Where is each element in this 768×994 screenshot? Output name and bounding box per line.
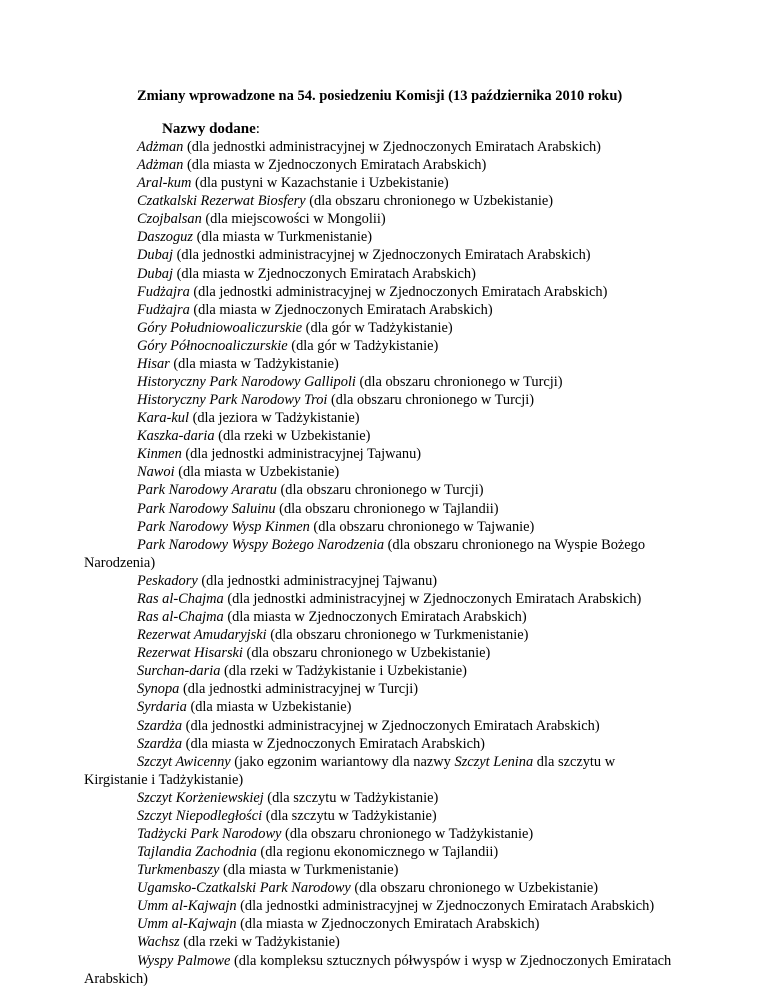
entry-description: (dla obszaru chronionego w Turcji) [327, 392, 535, 409]
list-item [0, 427, 768, 445]
entry-name: Historyczny Park Narodowy Troi [137, 392, 328, 409]
entry-description: (dla rzeki w Tadżykistanie) [179, 934, 340, 951]
entry-description: (dla jednostki administracyjnej w Zjednoczonych Emiratach Arabskich) [183, 139, 601, 155]
entry-description: (dla obszaru chronionego w Uzbekistanie) [350, 880, 599, 897]
entry-name: Góry Południowoaliczurskie [137, 319, 303, 336]
entry-name: Szczyt Awicenny [137, 753, 231, 770]
entry-description: (dla miasta w Turkmenistanie) [219, 862, 399, 879]
entry-description: (dla regionu ekonomicznego w Tajlandii) [256, 844, 499, 861]
list-item [0, 265, 768, 283]
entry-description: (dla jednostki administracyjnej w Zjednoczonych Emiratach Arabskich) [189, 283, 608, 300]
entry-description: (jako egzonim wariantowy dla nazwy [230, 753, 455, 770]
entry-description: (dla obszaru chronionego na Wyspie Bożego Narodzenia) [84, 536, 646, 571]
entry-name: Syrdaria [137, 699, 187, 716]
entry-name: Umm al-Kajwajn [137, 916, 237, 933]
entry-name: Rezerwat Hisarski [137, 645, 243, 662]
entry-name: Ugamsko-Czatkalski Park Narodowy [137, 880, 351, 897]
entry-name: Kinmen [137, 446, 182, 463]
entry-name: Szardża [137, 717, 183, 734]
entry-name: Turkmenbaszy [137, 862, 220, 879]
list-item [0, 915, 768, 933]
entry-name: Tajlandia Zachodnia [137, 844, 257, 861]
entry-description: (dla rzeki w Tadżykistanie i Uzbekistanie) [220, 663, 467, 680]
list-item [0, 210, 768, 228]
entry-description: (dla jednostki administracyjnej w Zjednoczonych Emiratach Arabskich) [182, 717, 600, 734]
entry-description: (dla miasta w Zjednoczonych Emiratach Arabskich) [236, 916, 540, 933]
entry-name: Umm al-Kajwajn [137, 898, 237, 915]
list-item [0, 807, 768, 825]
entry-name: Góry Północnoaliczurskie [137, 337, 288, 354]
list-item [0, 735, 768, 753]
entry-variant-name: Szczyt Lenina [454, 753, 534, 770]
entry-name: Ras al-Chajma [137, 609, 224, 626]
entry-name: Ras al-Chajma [137, 590, 224, 607]
entry-name: Daszoguz [137, 229, 193, 246]
entry-description: (dla miasta w Turkmenistanie) [192, 229, 373, 246]
entry-description: (dla jednostki administracyjnej Tajwanu) [181, 446, 422, 463]
entry-description: (dla kompleksu sztucznych półwyspów i wysp w Zjednoczonych Emiratach Arabskich) [84, 952, 672, 987]
entry-description: (dla miasta w Uzbekistanie) [174, 464, 340, 481]
section-colon: : [255, 121, 260, 137]
entry-name: Hisar [137, 355, 170, 372]
entry-name: Wachsz [137, 934, 180, 951]
entry-description: (dla szczytu w Tadżykistanie) [263, 789, 439, 806]
list-item [0, 843, 768, 861]
entry-name: Szczyt Niepodległości [137, 807, 263, 824]
entry-name: Wyspy Palmowe [137, 952, 231, 969]
entry-name: Fudżajra [137, 283, 190, 300]
list-item [0, 626, 768, 644]
list-item [0, 680, 768, 698]
entry-description: (dla obszaru chronionego w Turkmenistanie) [266, 627, 529, 644]
entry-description: (dla miasta w Zjednoczonych Emiratach Arabskich) [223, 609, 527, 626]
list-item [0, 536, 674, 572]
entry-description: (dla pustyni w Kazachstanie i Uzbekistanie) [191, 175, 449, 192]
list-item [0, 445, 768, 463]
entry-description: (dla jednostki administracyjnej w Turcji) [179, 681, 418, 698]
entry-description: (dla miasta w Zjednoczonych Emiratach Arabskich) [183, 157, 487, 174]
entry-name: Dubaj [137, 247, 173, 264]
entry-description: (dla jednostki administracyjnej w Zjednoczonych Emiratach Arabskich) [223, 590, 642, 607]
entry-name: Historyczny Park Narodowy Gallipoli [137, 374, 356, 391]
list-item [0, 283, 768, 301]
entry-name: Czojbalsan [137, 211, 202, 228]
entry-name: Nawoi [137, 464, 175, 481]
list-item [0, 481, 768, 499]
list-item [0, 391, 768, 409]
list-item [0, 319, 768, 337]
entry-name: Surchan-daria [137, 663, 221, 680]
entry-description: (dla obszaru chronionego w Uzbekistanie) [305, 193, 554, 210]
document-title: Zmiany wprowadzone na 54. posiedzeniu Komisji (13 października 2010 roku) [137, 88, 623, 104]
added-names-list [0, 138, 768, 988]
entry-name: Szczyt Korżeniewskiej [137, 789, 264, 806]
entry-name: Synopa [137, 681, 180, 698]
entry-name: Czatkalski Rezerwat Biosfery [137, 193, 306, 210]
entry-name: Park Narodowy Araratu [137, 482, 277, 499]
entry-description: (dla jednostki administracyjnej w Zjednoczonych Emiratach Arabskich) [172, 247, 591, 264]
entry-description-continued: dla szczytu w Kirgistanie i Tadżykistanie) [84, 753, 616, 788]
list-item [0, 952, 674, 988]
entry-description: (dla obszaru chronionego w Turcji) [355, 374, 563, 391]
list-item [0, 373, 768, 391]
entry-description: (dla obszaru chronionego w Tajwanie) [309, 518, 535, 535]
list-item [0, 753, 674, 789]
entry-description: (dla rzeki w Uzbekistanie) [214, 428, 371, 445]
entry-description: (dla miejscowości w Mongolii) [201, 211, 386, 228]
entry-description: (dla obszaru chronionego w Tajlandii) [275, 500, 499, 517]
entry-name: Park Narodowy Wyspy Bożego Narodzenia [137, 536, 385, 553]
entry-name: Fudżajra [137, 301, 190, 318]
entry-name: Rezerwat Amudaryjski [137, 627, 267, 644]
entry-name: Park Narodowy Saluinu [137, 500, 276, 517]
list-item [0, 138, 768, 156]
entry-name: Szardża [137, 735, 183, 752]
list-item [0, 192, 768, 210]
entry-description: (dla szczytu w Tadżykistanie) [262, 807, 437, 824]
list-item [0, 355, 768, 373]
list-item [0, 717, 768, 735]
entry-name: Park Narodowy Wysp Kinmen [137, 518, 310, 535]
entry-description: (dla gór w Tadżykistanie) [302, 319, 453, 336]
section-heading [162, 120, 260, 138]
entry-description: (dla miasta w Zjednoczonych Emiratach Arabskich) [189, 301, 493, 318]
entry-description: (dla miasta w Tadżykistanie) [169, 355, 339, 372]
entry-name: Adżman [137, 157, 184, 174]
list-item [0, 861, 768, 879]
entry-name: Tadżycki Park Narodowy [137, 825, 282, 842]
entry-description: (dla miasta w Zjednoczonych Emiratach Arabskich) [172, 265, 476, 282]
list-item [0, 301, 768, 319]
list-item [0, 463, 768, 481]
entry-description: (dla gór w Tadżykistanie) [287, 337, 439, 354]
list-item [0, 246, 768, 264]
entry-description: (dla jednostki administracyjnej w Zjednoczonych Emiratach Arabskich) [236, 898, 655, 915]
entry-name: Dubaj [137, 265, 173, 282]
entry-description: (dla obszaru chronionego w Uzbekistanie) [242, 645, 491, 662]
list-item [0, 933, 768, 951]
entry-name: Kara-kul [137, 410, 189, 427]
entry-name: Peskadory [137, 572, 198, 589]
entry-description: (dla obszaru chronionego w Turcji) [276, 482, 484, 499]
list-item [0, 662, 768, 680]
entry-description: (dla obszaru chronionego w Tadżykistanie) [281, 825, 534, 842]
list-item [0, 156, 768, 174]
section-label: Nazwy dodane [162, 121, 256, 137]
list-item [0, 590, 674, 608]
list-item [0, 608, 768, 626]
entry-name: Adżman [137, 139, 184, 155]
entry-name: Kaszka-daria [137, 428, 215, 445]
list-item [0, 897, 674, 915]
entry-description: (dla jeziora w Tadżykistanie) [188, 410, 360, 427]
list-item [0, 879, 768, 897]
list-item [0, 644, 768, 662]
list-item [0, 518, 768, 536]
list-item [0, 572, 768, 590]
list-item [0, 174, 768, 192]
list-item [0, 337, 768, 355]
entry-name: Aral-kum [137, 175, 192, 192]
list-item [0, 500, 768, 518]
entry-description: (dla miasta w Uzbekistanie) [186, 699, 352, 716]
list-item [0, 698, 768, 716]
list-item [0, 825, 768, 843]
list-item [0, 789, 768, 807]
entry-description: (dla miasta w Zjednoczonych Emiratach Arabskich) [182, 735, 485, 752]
entry-description: (dla jednostki administracyjnej Tajwanu) [197, 572, 438, 589]
list-item [0, 228, 768, 246]
list-item [0, 409, 768, 427]
